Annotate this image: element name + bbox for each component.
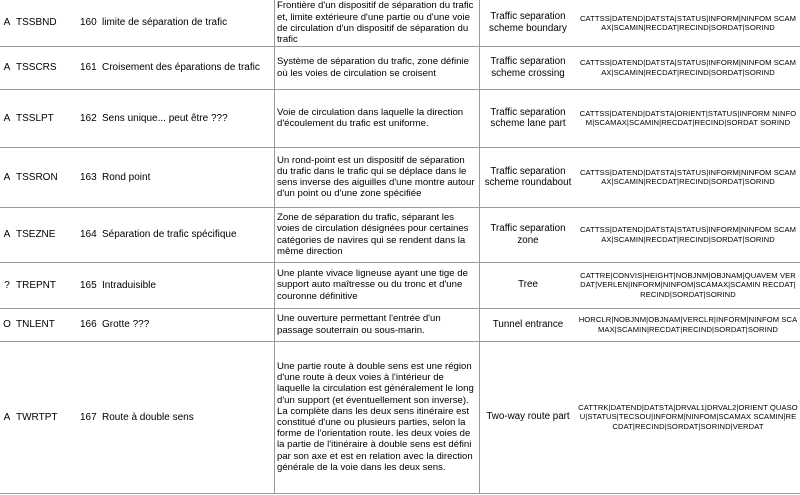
row-code: TSSBND bbox=[14, 0, 78, 46]
row-flag: A bbox=[0, 0, 14, 46]
row-flag: O bbox=[0, 308, 14, 341]
row-name-text: Grotte ??? bbox=[102, 319, 150, 330]
row-code: TSSLPT bbox=[14, 89, 78, 147]
row-number: 166 bbox=[80, 319, 97, 330]
row-name-text: Rond point bbox=[102, 171, 151, 183]
table-row bbox=[0, 147, 800, 207]
row-definition: Zone de séparation du trafic, séparant les voies de circulation désignées pour certaines catégories de navires qui se rendent dans la même direction bbox=[275, 207, 480, 262]
row-english-name: Traffic separation zone bbox=[480, 207, 577, 262]
row-attributes: HORCLR|NOBJNM|OBJNAM|VERCLR|INFORM|NINFOM SCAMAX|SCAMIN|RECDAT|RECIND|SORDAT|SORIND bbox=[576, 308, 800, 341]
row-definition: Une plante vivace ligneuse ayant une tige de support auto maîtresse ou du tronc et d'une couronne définitive bbox=[275, 262, 480, 308]
row-number: 161 bbox=[80, 62, 97, 73]
table-row bbox=[0, 89, 800, 147]
row-name-text: Intraduisible bbox=[102, 279, 156, 291]
row-name-text: Route à double sens bbox=[102, 411, 194, 423]
row-code: TSSCRS bbox=[14, 46, 78, 89]
table-row bbox=[0, 0, 800, 46]
row-code: TWRTPT bbox=[14, 341, 78, 493]
row-attributes: CATTRK|DATEND|DATSTA|DRVAL1|DRVAL2|ORIENT QUASOU|STATUS|TECSOU|INFORM|NINFOM|SCAMAX SCAMIN|RECDAT|RECIND|SORDAT|SORIND|VERDAT bbox=[576, 341, 800, 493]
row-name-text: limite de séparation de trafic bbox=[102, 17, 228, 29]
row-attributes: CATTSS|DATEND|DATSTA|STATUS|INFORM|NINFOM SCAMAX|SCAMIN|RECDAT|RECIND|SORDAT|SORIND bbox=[576, 46, 800, 89]
row-english-name: Tunnel entrance bbox=[480, 308, 577, 341]
row-name bbox=[78, 207, 275, 262]
row-number: 164 bbox=[80, 229, 97, 240]
row-number: 167 bbox=[80, 411, 97, 423]
row-definition: Une partie route à double sens est une région d'une route à deux voies à l'intérieur de laquelle la circulation est généralement le long d'un support (et éventuellement son inverse). La complète dans les deux sens itinéraire est constitué d'une ou plusieurs parties, selon la forme de l'orientation route. les deux voies de la partie de l'itinéraire à double sens est défini par son axe et est en relation avec la direction générale de la voie dans les deux sens. bbox=[275, 341, 480, 493]
row-definition: Un rond-point est un dispositif de séparation du trafic dans le trafic qui se déplace dans le sens inverse des aiguilles d'une montre autour d'un point ou d'une zone spécifiée bbox=[275, 147, 480, 207]
row-flag: A bbox=[0, 147, 14, 207]
row-english-name: Traffic separation scheme roundabout bbox=[480, 147, 577, 207]
row-name bbox=[78, 341, 275, 493]
row-name bbox=[78, 262, 275, 308]
row-flag: ? bbox=[0, 262, 14, 308]
row-number: 162 bbox=[80, 112, 97, 124]
row-number: 165 bbox=[80, 279, 97, 291]
row-name bbox=[78, 308, 275, 341]
table-row bbox=[0, 341, 800, 493]
row-attributes: CATTRE|CONVIS|HEIGHT|NOBJNM|OBJNAM|QUAVEM VERDAT|VERLEN|INFORM|NINFOM|SCAMAX|SCAMIN RECDAT|RECIND|SORDAT|SORIND bbox=[576, 262, 800, 308]
row-attributes: CATTSS|DATEND|DATSTA|STATUS|INFORM|NINFOM SCAMAX|SCAMIN|RECDAT|RECIND|SORDAT|SORIND bbox=[576, 207, 800, 262]
row-definition: Une ouverture permettant l'entrée d'un passage souterrain ou sous-marin. bbox=[275, 308, 480, 341]
table-row bbox=[0, 262, 800, 308]
row-number: 160 bbox=[80, 17, 97, 29]
row-name-text: Séparation de trafic spécifique bbox=[102, 229, 237, 240]
row-flag: A bbox=[0, 89, 14, 147]
row-name-text: Croisement des éparations de trafic bbox=[102, 62, 260, 73]
row-english-name: Traffic separation scheme crossing bbox=[480, 46, 577, 89]
row-flag: A bbox=[0, 341, 14, 493]
row-english-name: Two-way route part bbox=[480, 341, 577, 493]
row-number: 163 bbox=[80, 171, 97, 183]
row-name-text: Sens unique... peut être ??? bbox=[102, 112, 228, 124]
row-definition: Frontière d'un dispositif de séparation du trafic et, limite extérieure d'une partie ou d'une voie de circulation d'un dispositif de séparation du trafic bbox=[275, 0, 480, 46]
row-code: TNLENT bbox=[14, 308, 78, 341]
row-english-name: Traffic separation scheme boundary bbox=[480, 0, 577, 46]
row-name bbox=[78, 147, 275, 207]
row-english-name: Tree bbox=[480, 262, 577, 308]
row-attributes: CATTSS|DATEND|DATSTA|STATUS|INFORM|NINFOM SCAMAX|SCAMIN|RECDAT|RECIND|SORDAT|SORIND bbox=[576, 0, 800, 46]
row-code: TREPNT bbox=[14, 262, 78, 308]
row-name bbox=[78, 46, 275, 89]
table-row bbox=[0, 46, 800, 89]
row-name bbox=[78, 0, 275, 46]
table-row bbox=[0, 207, 800, 262]
row-flag: A bbox=[0, 207, 14, 262]
row-definition: Système de séparation du trafic, zone définie où les voies de circulation se croisent bbox=[275, 46, 480, 89]
row-code: TSSRON bbox=[14, 147, 78, 207]
table-row bbox=[0, 308, 800, 341]
row-flag: A bbox=[0, 46, 14, 89]
row-attributes: CATTSS|DATEND|DATSTA|STATUS|INFORM|NINFOM SCAMAX|SCAMIN|RECDAT|RECIND|SORDAT|SORIND bbox=[576, 147, 800, 207]
row-attributes: CATTSS|DATEND|DATSTA|ORIENT|STATUS|INFORM NINFOM|SCAMAX|SCAMIN|RECDAT|RECIND|SORDAT SORIND bbox=[576, 89, 800, 147]
row-name bbox=[78, 89, 275, 147]
row-definition: Voie de circulation dans laquelle la direction d'écoulement du trafic est uniforme. bbox=[275, 89, 480, 147]
row-code: TSEZNE bbox=[14, 207, 78, 262]
row-english-name: Traffic separation scheme lane part bbox=[480, 89, 577, 147]
